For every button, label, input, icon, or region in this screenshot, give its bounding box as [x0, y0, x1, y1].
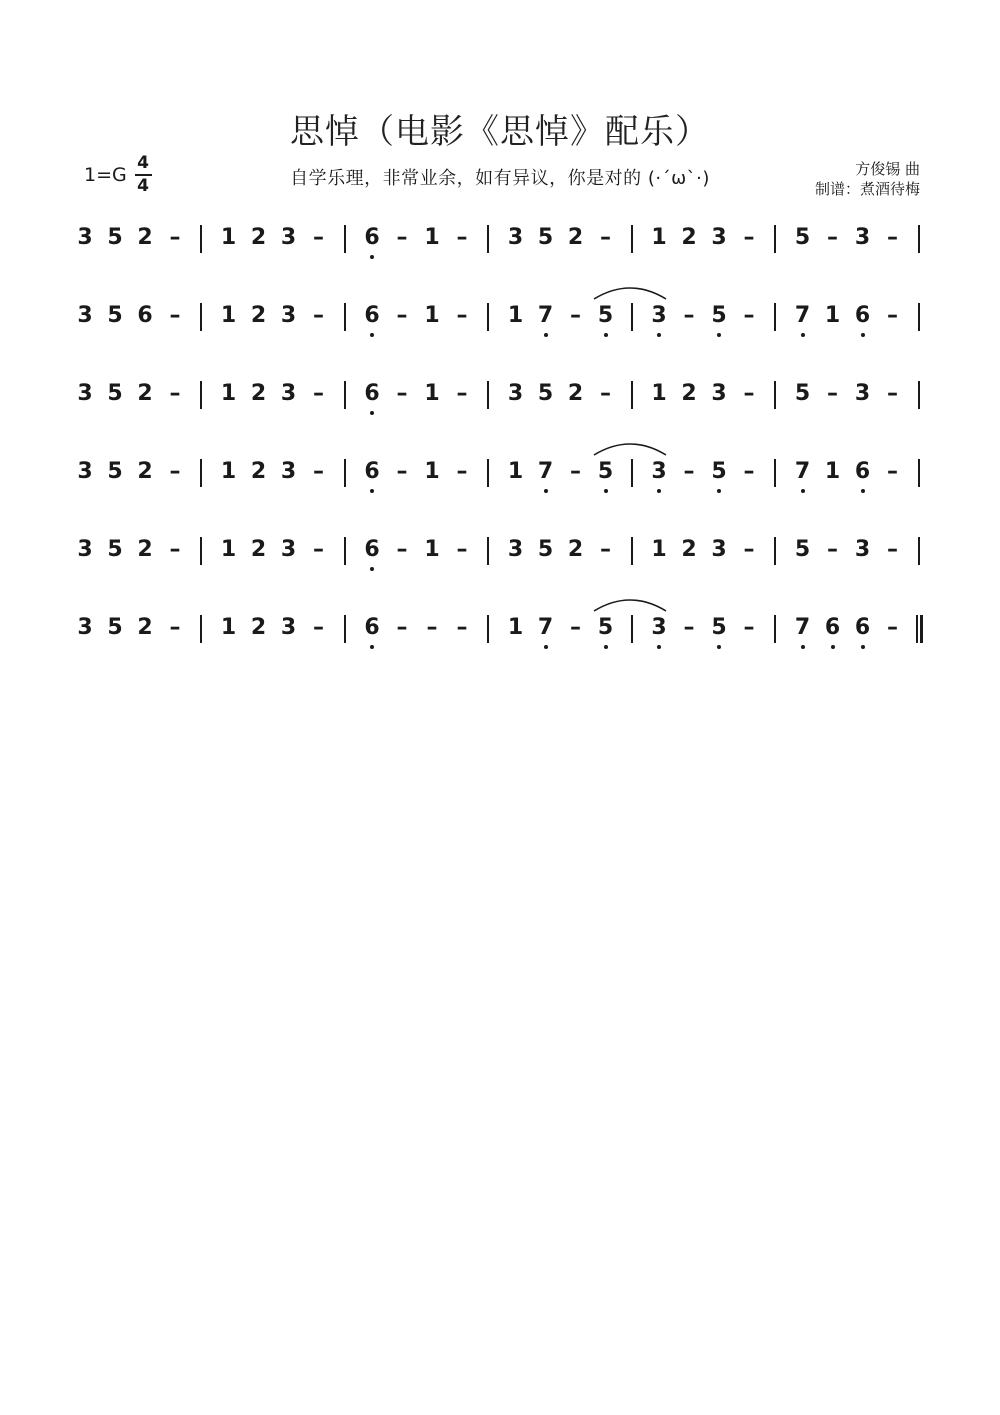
dash-extension: –	[456, 615, 468, 640]
note: 6	[357, 381, 387, 407]
note: 1	[424, 381, 440, 406]
note: 3	[854, 225, 871, 250]
note: 1	[424, 225, 440, 250]
notation-line	[0, 615, 1000, 675]
note: 7	[531, 459, 561, 485]
dash-extension: –	[313, 225, 324, 250]
low-octave-dot	[544, 645, 548, 649]
note: 3	[77, 303, 93, 328]
dash-extension: –	[169, 303, 181, 328]
note: 6	[818, 615, 848, 641]
note: 5	[537, 537, 554, 562]
barline	[774, 225, 776, 253]
note: 5	[591, 459, 621, 485]
barline	[631, 459, 633, 487]
low-octave-dot	[801, 333, 805, 337]
dash-extension: –	[683, 459, 695, 484]
dash-extension: –	[313, 303, 324, 328]
note: 6	[357, 537, 387, 563]
dash-extension: –	[313, 459, 324, 484]
barline	[631, 303, 633, 331]
barline	[774, 303, 776, 331]
note: 2	[567, 537, 584, 562]
notation-line	[0, 459, 1000, 519]
note: 7	[531, 615, 561, 641]
note: 3	[77, 381, 93, 406]
notation-line	[0, 381, 1000, 441]
note: 2	[137, 615, 153, 640]
note: 1	[824, 303, 841, 328]
barline	[487, 225, 489, 253]
notation-line	[0, 225, 1000, 285]
barline	[344, 303, 346, 331]
dash-extension: –	[456, 537, 468, 562]
note: 2	[137, 537, 153, 562]
note: 3	[644, 303, 674, 329]
barline	[631, 225, 633, 253]
note: 3	[644, 615, 674, 641]
notation-line	[0, 303, 1000, 363]
note: 3	[280, 459, 297, 484]
barline	[344, 381, 346, 409]
low-octave-dot	[861, 333, 865, 337]
low-octave-dot	[657, 645, 661, 649]
note: 1	[220, 381, 237, 406]
dash-extension: –	[456, 381, 468, 406]
note: 3	[77, 537, 93, 562]
dash-extension: –	[743, 303, 755, 328]
dash-extension: –	[887, 537, 898, 562]
dash-extension: –	[827, 225, 838, 250]
note: 2	[137, 381, 153, 406]
note: 7	[788, 459, 818, 485]
barline	[200, 615, 202, 643]
low-octave-dot	[370, 567, 374, 571]
note: 1	[507, 303, 524, 328]
low-octave-dot	[801, 645, 805, 649]
note: 2	[250, 381, 267, 406]
barline	[487, 615, 489, 643]
note: 5	[537, 381, 554, 406]
dash-extension: –	[456, 225, 468, 250]
note: 1	[220, 303, 237, 328]
dash-extension: –	[426, 615, 438, 640]
note: 1	[424, 303, 440, 328]
note: 3	[507, 225, 524, 250]
note: 3	[854, 381, 871, 406]
barline	[200, 459, 202, 487]
note: 1	[220, 225, 237, 250]
note: 1	[424, 459, 440, 484]
dash-extension: –	[313, 615, 324, 640]
notation-line	[0, 537, 1000, 597]
dash-extension: –	[600, 381, 611, 406]
note: 6	[137, 303, 153, 328]
barline	[918, 225, 920, 253]
note: 5	[794, 225, 811, 250]
note: 1	[651, 225, 667, 250]
note: 3	[711, 381, 727, 406]
dash-extension: –	[743, 459, 755, 484]
low-octave-dot	[831, 645, 835, 649]
note: 2	[681, 381, 697, 406]
dash-extension: –	[169, 615, 181, 640]
note: 5	[794, 537, 811, 562]
note: 5	[704, 615, 734, 641]
low-octave-dot	[370, 489, 374, 493]
low-octave-dot	[604, 489, 608, 493]
dash-extension: –	[887, 615, 898, 640]
composer-credit: 方俊锡 曲	[855, 160, 920, 178]
barline	[487, 459, 489, 487]
dash-extension: –	[396, 537, 408, 562]
note: 2	[681, 537, 697, 562]
note: 5	[107, 225, 123, 250]
dash-extension: –	[887, 303, 898, 328]
note: 5	[591, 303, 621, 329]
note: 3	[507, 537, 524, 562]
note: 3	[280, 381, 297, 406]
barline	[200, 381, 202, 409]
note: 5	[107, 303, 123, 328]
note: 1	[424, 537, 440, 562]
barline	[918, 381, 920, 409]
note: 1	[220, 615, 237, 640]
barline	[344, 615, 346, 643]
barline	[631, 381, 633, 409]
barline	[774, 381, 776, 409]
dash-extension: –	[887, 225, 898, 250]
dash-extension: –	[169, 225, 181, 250]
note: 5	[591, 615, 621, 641]
low-octave-dot	[370, 333, 374, 337]
dash-extension: –	[887, 459, 898, 484]
note: 2	[250, 225, 267, 250]
slur-tie	[590, 437, 670, 457]
low-octave-dot	[657, 489, 661, 493]
note: 3	[280, 225, 297, 250]
dash-extension: –	[827, 381, 838, 406]
dash-extension: –	[169, 381, 181, 406]
low-octave-dot	[861, 489, 865, 493]
note: 2	[567, 225, 584, 250]
low-octave-dot	[370, 255, 374, 259]
note: 3	[711, 225, 727, 250]
dash-extension: –	[827, 537, 838, 562]
dash-extension: –	[743, 615, 755, 640]
note: 7	[531, 303, 561, 329]
dash-extension: –	[570, 303, 581, 328]
note: 1	[220, 459, 237, 484]
dash-extension: –	[313, 537, 324, 562]
barline	[344, 459, 346, 487]
meter-bottom: 4	[137, 176, 149, 196]
note: 1	[507, 615, 524, 640]
dash-extension: –	[396, 225, 408, 250]
note: 3	[507, 381, 524, 406]
note: 1	[220, 537, 237, 562]
barline	[631, 537, 633, 565]
barline	[344, 537, 346, 565]
note: 3	[644, 459, 674, 485]
low-octave-dot	[801, 489, 805, 493]
note: 5	[537, 225, 554, 250]
barline	[918, 537, 920, 565]
barline	[774, 615, 776, 643]
note: 6	[357, 459, 387, 485]
dash-extension: –	[169, 459, 181, 484]
barline	[487, 537, 489, 565]
dash-extension: –	[396, 615, 408, 640]
note: 5	[107, 381, 123, 406]
note: 3	[280, 303, 297, 328]
note: 1	[824, 459, 841, 484]
note: 5	[704, 459, 734, 485]
key-signature: 1=G	[84, 164, 127, 186]
note: 5	[107, 537, 123, 562]
dash-extension: –	[600, 225, 611, 250]
dash-extension: –	[743, 381, 755, 406]
note: 1	[651, 537, 667, 562]
low-octave-dot	[657, 333, 661, 337]
low-octave-dot	[370, 645, 374, 649]
note: 2	[567, 381, 584, 406]
note: 5	[794, 381, 811, 406]
dash-extension: –	[313, 381, 324, 406]
slur-tie	[590, 593, 670, 613]
slur-curve	[594, 600, 666, 611]
dash-extension: –	[600, 537, 611, 562]
note: 3	[77, 459, 93, 484]
dash-extension: –	[396, 459, 408, 484]
slur-tie	[590, 281, 670, 301]
note: 3	[280, 615, 297, 640]
barline	[487, 381, 489, 409]
low-octave-dot	[604, 645, 608, 649]
meter-top: 4	[137, 153, 149, 173]
dash-extension: –	[683, 615, 695, 640]
note: 2	[137, 459, 153, 484]
note: 2	[250, 537, 267, 562]
note: 6	[357, 303, 387, 329]
dash-extension: –	[396, 303, 408, 328]
barline	[344, 225, 346, 253]
note: 6	[357, 615, 387, 641]
slur-curve	[594, 288, 666, 299]
low-octave-dot	[717, 333, 721, 337]
low-octave-dot	[370, 411, 374, 415]
note: 6	[848, 303, 878, 329]
barline	[200, 225, 202, 253]
low-octave-dot	[604, 333, 608, 337]
low-octave-dot	[717, 645, 721, 649]
barline	[918, 459, 920, 487]
note: 6	[848, 459, 878, 485]
barline	[631, 615, 633, 643]
note: 3	[280, 537, 297, 562]
note: 1	[651, 381, 667, 406]
note: 6	[848, 615, 878, 641]
dash-extension: –	[887, 381, 898, 406]
note: 3	[711, 537, 727, 562]
low-octave-dot	[861, 645, 865, 649]
barline	[774, 459, 776, 487]
dash-extension: –	[743, 225, 755, 250]
note: 1	[507, 459, 524, 484]
low-octave-dot	[544, 333, 548, 337]
barline	[487, 303, 489, 331]
dash-extension: –	[456, 459, 468, 484]
note: 7	[788, 303, 818, 329]
note: 2	[250, 459, 267, 484]
page-title: 思悼（电影《思悼》配乐）	[290, 112, 710, 152]
note: 2	[681, 225, 697, 250]
note: 3	[854, 537, 871, 562]
note: 2	[137, 225, 153, 250]
slur-curve	[594, 444, 666, 455]
dash-extension: –	[396, 381, 408, 406]
note: 6	[357, 225, 387, 251]
dash-extension: –	[683, 303, 695, 328]
subtitle: 自学乐理，非常业余，如有异议，你是对的 (·´ω`·)	[290, 168, 710, 189]
note: 7	[788, 615, 818, 641]
dash-extension: –	[570, 459, 581, 484]
note: 2	[250, 615, 267, 640]
dash-extension: –	[456, 303, 468, 328]
low-octave-dot	[544, 489, 548, 493]
barline	[200, 537, 202, 565]
arranger-credit: 制谱：煮酒待梅	[814, 180, 920, 198]
final-barline	[916, 615, 923, 643]
note: 2	[250, 303, 267, 328]
barline	[774, 537, 776, 565]
dash-extension: –	[570, 615, 581, 640]
low-octave-dot	[717, 489, 721, 493]
barline	[918, 303, 920, 331]
note: 5	[107, 615, 123, 640]
note: 5	[107, 459, 123, 484]
note: 3	[77, 615, 93, 640]
dash-extension: –	[743, 537, 755, 562]
barline	[200, 303, 202, 331]
note: 3	[77, 225, 93, 250]
dash-extension: –	[169, 537, 181, 562]
note: 5	[704, 303, 734, 329]
